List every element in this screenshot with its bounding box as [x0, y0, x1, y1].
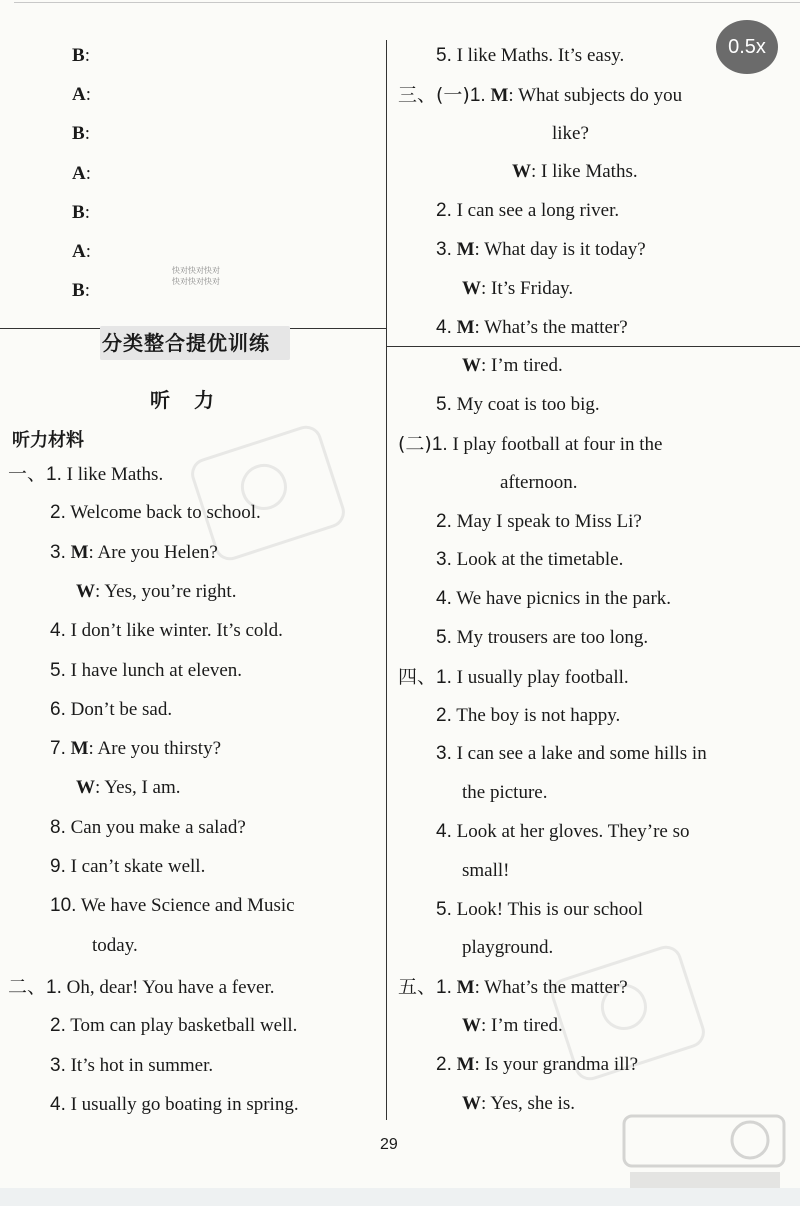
speaker-label: M	[70, 738, 89, 760]
text-line	[500, 471, 578, 495]
item-number: 5.	[436, 394, 452, 416]
text-line: B:	[72, 280, 90, 302]
text-line	[398, 432, 662, 457]
speaker-label: A	[72, 84, 86, 106]
part-label: 二、	[8, 976, 47, 998]
line-text: I play football at four in the	[452, 434, 663, 455]
item-number: 7.	[50, 738, 66, 760]
text-line	[436, 510, 642, 534]
text-line	[92, 934, 138, 958]
item-number: 5.	[436, 627, 452, 648]
text-line	[50, 1054, 213, 1078]
line-text: Look! This is our school	[456, 898, 644, 920]
line-text: Welcome back to school.	[70, 502, 261, 524]
text-line	[436, 44, 624, 68]
item-number: 1.	[436, 977, 452, 999]
section-title: 分类整合提优训练	[102, 331, 270, 355]
line-text: It’s hot in summer.	[70, 1054, 214, 1076]
line-text: today.	[92, 934, 138, 956]
line-text: What subjects do you	[518, 84, 683, 106]
line-text: I have lunch at eleven.	[70, 659, 243, 681]
item-number: 2.	[50, 1015, 66, 1037]
speaker-label: W	[462, 1015, 481, 1036]
text-line	[462, 859, 510, 883]
line-text: It’s Friday.	[491, 277, 574, 299]
text-line: W: I’m tired.	[462, 355, 563, 377]
item-number: 5.	[436, 45, 452, 66]
line-text: playground.	[462, 937, 554, 959]
item-number: 3.	[436, 549, 452, 571]
text-line	[436, 742, 707, 766]
item-number: 4.	[50, 1093, 66, 1115]
line-text: Oh, dear! You have a fever.	[66, 977, 275, 998]
text-line	[436, 393, 600, 417]
speaker-label: M	[456, 239, 475, 260]
line-text: I’m tired.	[491, 355, 563, 377]
item-number: 3.	[436, 743, 452, 765]
item-number: 2.	[50, 502, 66, 524]
text-line: W: Yes, she is.	[462, 1092, 575, 1114]
item-number: 3.	[50, 1054, 66, 1076]
line-text: Yes, you’re right.	[104, 580, 237, 602]
item-number: 10.	[50, 895, 77, 917]
speaker-label: W	[462, 355, 481, 377]
playback-speed-badge[interactable]: 0.5x	[716, 20, 778, 74]
text-line: B:	[72, 45, 90, 66]
text-line: A:	[72, 162, 92, 184]
speaker-label: W	[512, 161, 531, 183]
item-number: 2.	[436, 200, 452, 222]
text-line: W: It’s Friday.	[462, 277, 574, 299]
text-line	[436, 820, 689, 844]
text-line: 7. M: Are you thirsty?	[50, 738, 222, 760]
text-line	[8, 975, 275, 1000]
line-text: I can see a lake and some hills in	[456, 743, 707, 765]
item-number: 1.	[431, 434, 448, 455]
page-number: 29	[380, 1136, 398, 1153]
text-line	[462, 781, 547, 805]
item-number: 1.	[46, 464, 62, 485]
item-number: 5.	[436, 898, 452, 920]
part-label: 五、	[398, 976, 437, 999]
line-text: Tom can play basketball well.	[70, 1015, 298, 1037]
item-number: 9.	[50, 856, 66, 877]
line-text: I usually go boating in spring.	[70, 1093, 299, 1115]
speaker-label: W	[462, 1092, 481, 1114]
item-number: 1.	[46, 977, 62, 998]
line-text: I can’t skate well.	[70, 856, 206, 877]
part-label: 三、(一)	[398, 83, 470, 106]
line-text: small!	[462, 859, 510, 881]
speaker-label: B	[72, 280, 85, 302]
tiny-watermark: 快对快对快对	[172, 277, 220, 286]
item-number: 4.	[436, 316, 452, 338]
text-line: W: I’m tired.	[462, 1015, 563, 1036]
line-text: I like Maths. It’s easy.	[456, 45, 625, 66]
line-text: Look at her gloves. They’re so	[456, 821, 690, 842]
speaker-label: A	[72, 162, 86, 184]
text-line: W: Yes, I am.	[76, 777, 181, 799]
text-line: B:	[72, 201, 90, 223]
text-line	[436, 626, 648, 650]
item-number: 2.	[436, 510, 452, 532]
speaker-label: B	[72, 45, 85, 66]
top-rule	[14, 2, 800, 3]
line-text: Can you make a salad?	[70, 816, 246, 838]
text-line: 五、1. M: What’s the matter?	[398, 976, 628, 999]
text-line	[552, 122, 589, 146]
speaker-label: M	[70, 541, 89, 563]
column-divider	[386, 40, 387, 1120]
item-number: 5.	[50, 659, 66, 681]
speaker-label: M	[490, 84, 509, 106]
line-text: Don’t be sad.	[70, 698, 173, 720]
item-number: 1.	[436, 666, 452, 688]
speaker-label: W	[76, 777, 95, 799]
text-line: B:	[72, 123, 90, 145]
item-number: 3.	[50, 541, 66, 563]
line-text: The boy is not happy.	[456, 704, 621, 726]
text-line: 3. M: What day is it today?	[436, 239, 646, 260]
part-label: 四、	[398, 665, 437, 688]
text-line	[50, 501, 261, 525]
item-number: 3.	[436, 239, 452, 260]
text-line	[462, 936, 553, 960]
site-logo-watermark	[620, 1110, 795, 1200]
line-text: I like Maths.	[541, 161, 638, 183]
speaker-label: B	[72, 123, 85, 145]
text-line	[50, 894, 295, 918]
item-number: 4.	[436, 821, 452, 842]
line-text: We have picnics in the park.	[456, 588, 672, 610]
text-line	[50, 1014, 297, 1038]
line-text: What’s the matter?	[484, 977, 628, 999]
text-line: 4. M: What’s the matter?	[436, 316, 628, 338]
text-line	[436, 587, 671, 611]
line-text: the picture.	[462, 782, 548, 804]
item-number: 2.	[436, 1053, 452, 1075]
speaker-label: W	[462, 277, 481, 299]
part-label: 一、	[8, 463, 47, 485]
text-line: W: I like Maths.	[512, 161, 638, 183]
text-line	[50, 816, 246, 840]
line-text: like?	[552, 122, 589, 144]
item-number: 2.	[436, 704, 452, 726]
text-line	[50, 855, 205, 879]
listening-material-subheading: 听力材料	[12, 430, 84, 451]
right-section-divider	[386, 346, 800, 347]
text-line	[50, 698, 172, 722]
text-line: 三、(一)1. M: What subjects do you	[398, 83, 683, 106]
text-line	[8, 462, 163, 487]
bottom-strip	[0, 1188, 800, 1206]
speaker-label: M	[456, 977, 475, 999]
speaker-label: B	[72, 201, 85, 223]
line-text: Yes, she is.	[490, 1092, 575, 1114]
listening-heading: 听力	[150, 388, 238, 412]
text-line	[436, 548, 623, 572]
line-text: Yes, I am.	[104, 777, 181, 799]
item-number: 8.	[50, 816, 66, 838]
line-text: afternoon.	[500, 471, 578, 493]
text-line: W: Yes, you’re right.	[76, 580, 237, 602]
text-line	[436, 704, 620, 728]
line-text: We have Science and Music	[80, 895, 295, 917]
line-text: I usually play football.	[456, 666, 629, 688]
tiny-watermark: 快对快对快对	[172, 266, 220, 275]
speaker-label: A	[72, 241, 86, 262]
line-text: Look at the timetable.	[456, 549, 624, 571]
item-number: 1.	[469, 84, 486, 106]
text-line: 2. M: Is your grandma ill?	[436, 1053, 639, 1075]
speaker-label: M	[456, 1053, 475, 1075]
text-line: 3. M: Are you Helen?	[50, 541, 218, 563]
part-label: (二)	[398, 433, 432, 455]
line-text: I’m tired.	[491, 1015, 563, 1036]
line-text: My trousers are too long.	[456, 627, 649, 648]
text-line	[50, 1093, 299, 1117]
text-line: A:	[72, 241, 92, 262]
line-text: Are you thirsty?	[97, 738, 222, 760]
speaker-label: W	[76, 580, 95, 602]
line-text: I like Maths.	[66, 464, 164, 485]
item-number: 4.	[436, 588, 452, 610]
line-text: May I speak to Miss Li?	[456, 510, 642, 532]
line-text: I can see a long river.	[456, 200, 620, 222]
line-text: What day is it today?	[484, 239, 646, 260]
line-text: Is your grandma ill?	[484, 1053, 639, 1075]
text-line	[50, 659, 242, 683]
text-line	[398, 665, 629, 690]
line-text: Are you Helen?	[97, 541, 218, 563]
line-text: What’s the matter?	[484, 316, 628, 338]
text-line: A:	[72, 84, 92, 106]
item-number: 4.	[50, 620, 66, 642]
item-number: 6.	[50, 698, 66, 720]
line-text: I don’t like winter. It’s cold.	[70, 620, 283, 642]
line-text: My coat is too big.	[456, 394, 600, 416]
text-line	[436, 898, 643, 922]
text-line	[436, 199, 619, 223]
text-line	[50, 619, 283, 643]
speaker-label: M	[456, 316, 475, 338]
